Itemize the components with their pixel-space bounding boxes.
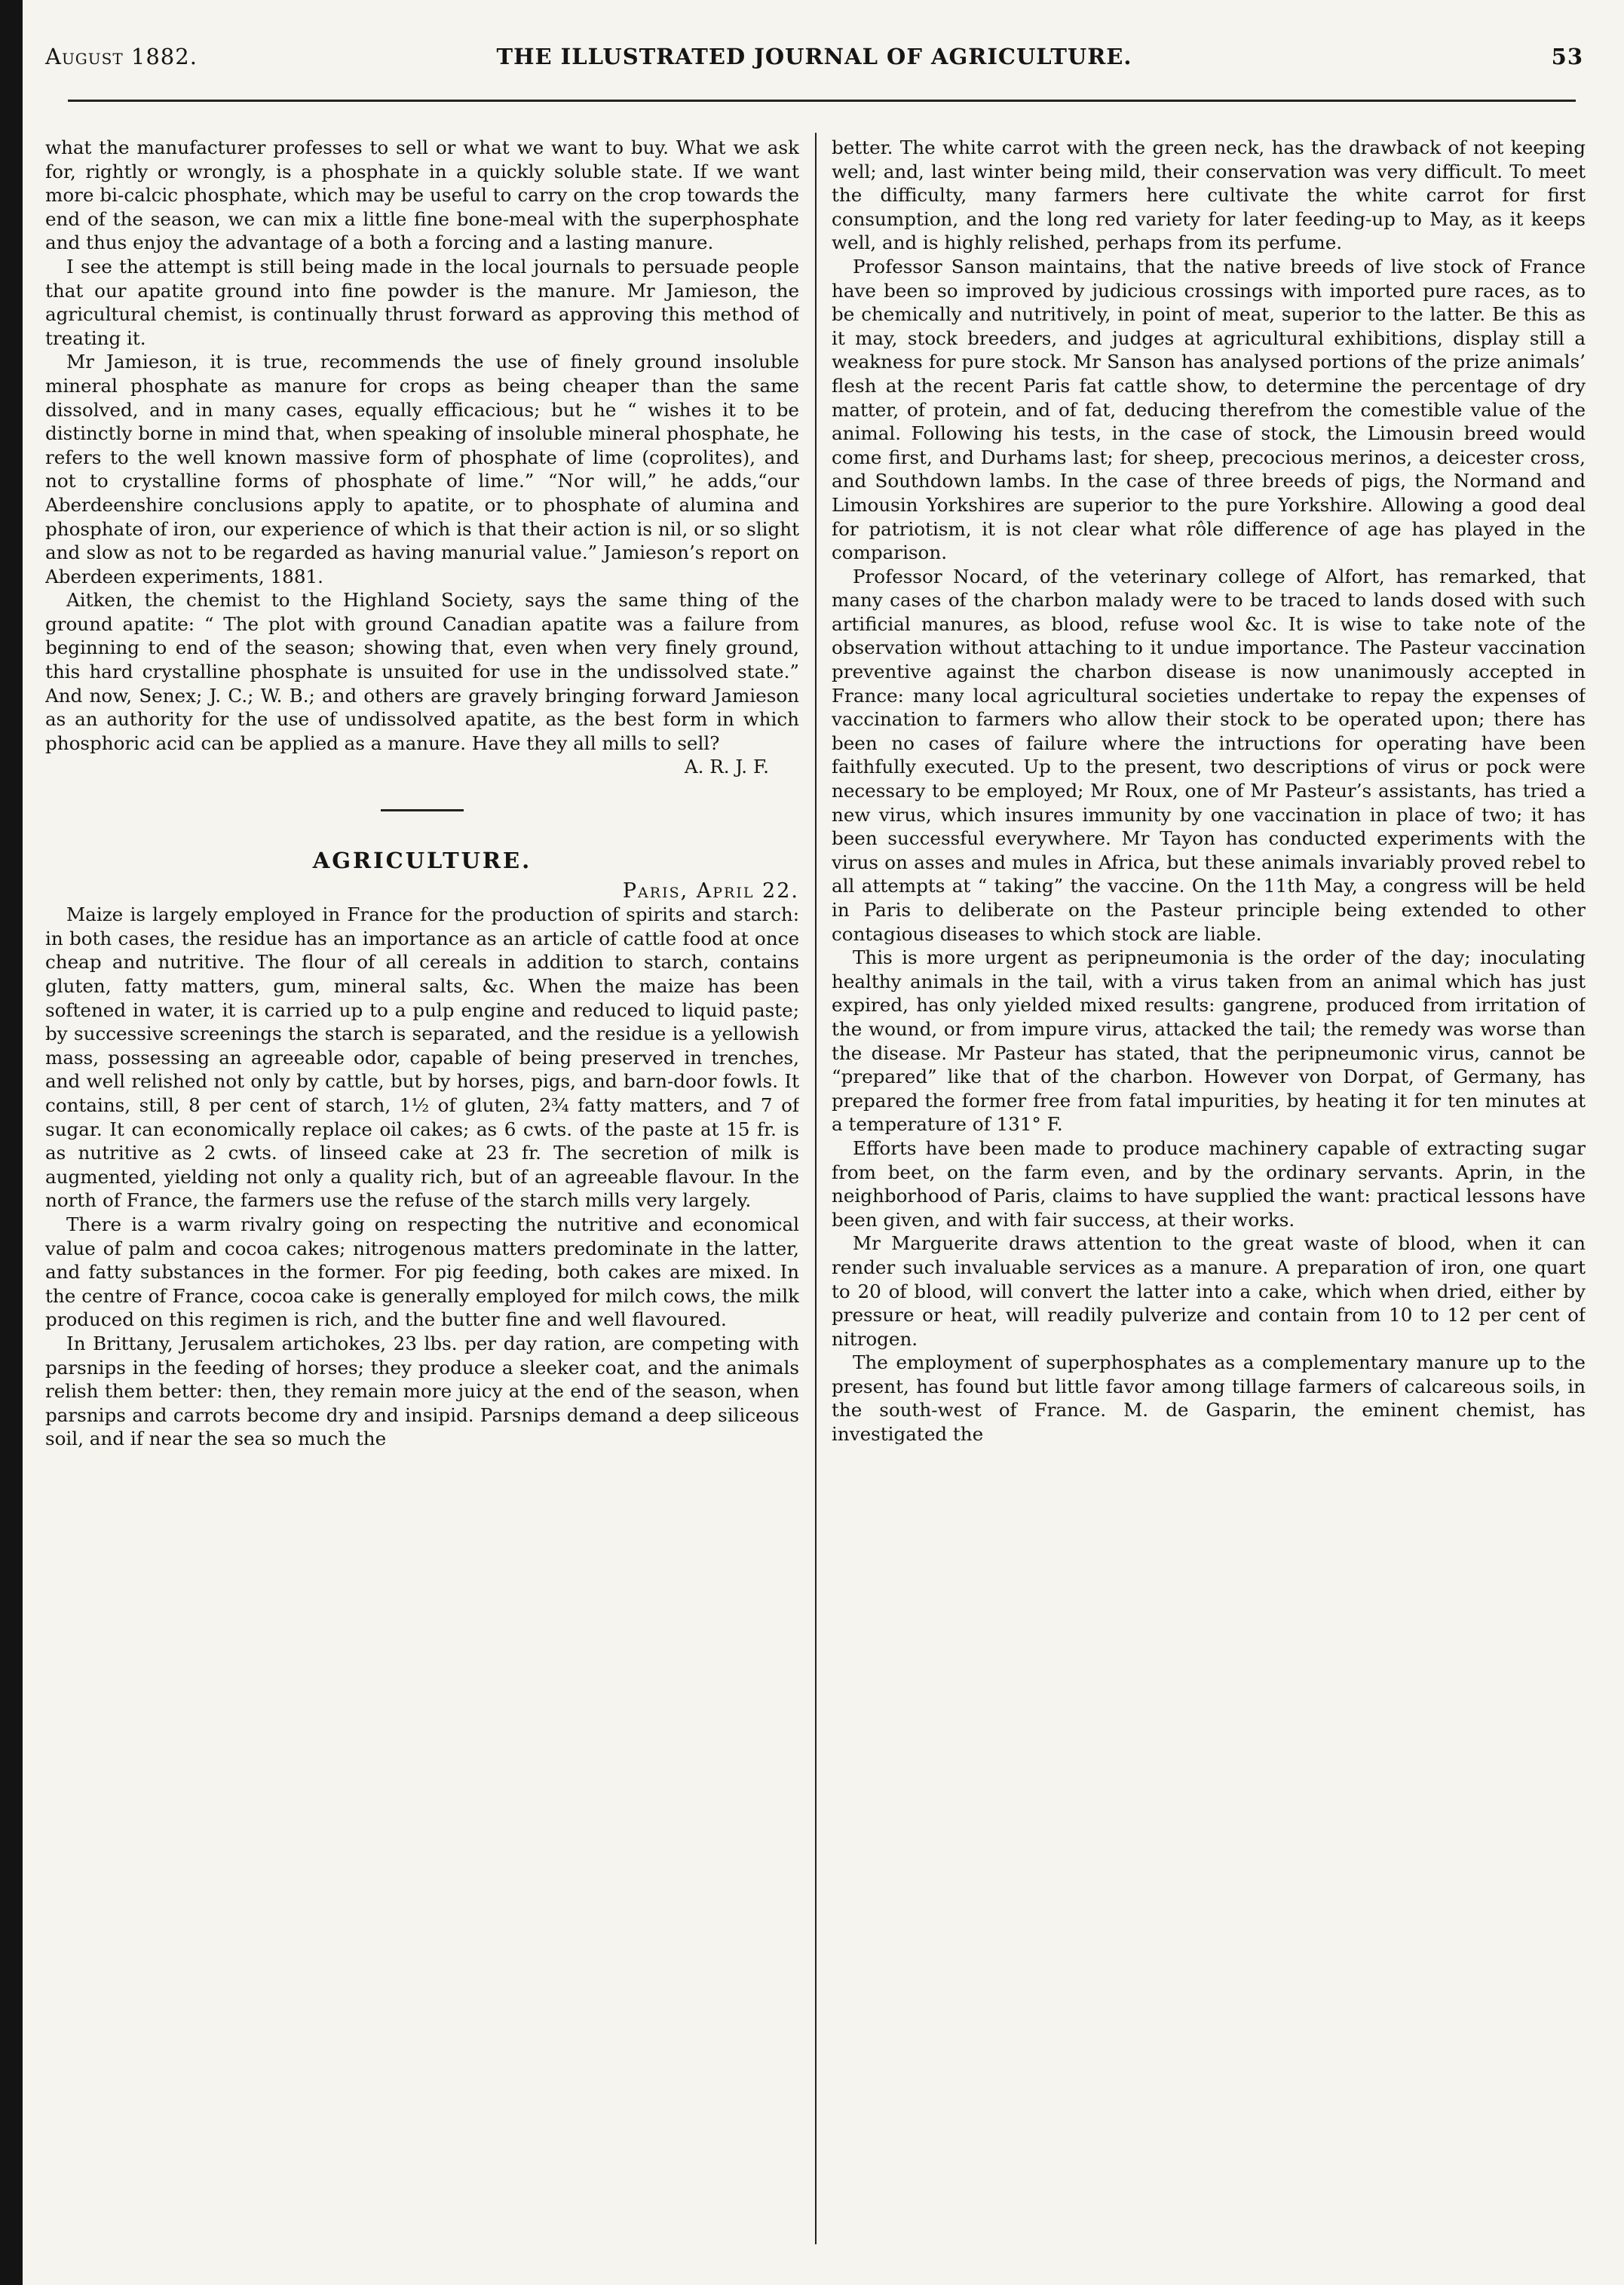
paragraph: Mr Marguerite draws attention to the great waste of blood, when it can render such invaluable services as a manure. A preparation of iron, one quart to 20 of blood, will convert the latter into a cake, which when dried, either by pressure or heat, will readily pulverize and contain from 10 to 12 per cent of nitrogen. [832,1232,1586,1350]
paragraph: Aitken, the chemist to the Highland Society, says the same thing of the ground apatite: “ The plot with ground Canadian apatite was a failure from beginning to end of the season; showing that, even when very finely ground, this hard crystalline phosphate is unsuited for use in the undissolved state.” And now, Senex; J. C.; W. B.; and others are gravely bringing forward Jamieson as an authority for the use of undissolved apatite, as the best form in which phosphoric acid can be applied as a manure. Have they all mills to sell? [45,589,799,754]
author-signature: A. R. J. F. [684,756,769,778]
paragraph: Professor Sanson maintains, that the native breeds of live stock of France have been so improved by judicious crossings with imported pure races, as to be chemically and nutritively, in point of meat, superior to the latter. Be this as it may, stock breeders, and judges at agricultural exhibitions, display still a weakness for pure stock. Mr Sanson has analysed portions of the prize animals’ flesh at the recent Paris fat cattle show, to determine the percentage of dry matter, of protein, and of fat, deducing therefrom the comestible value of the animal. Following his tests, in the case of stock, the Limousin breed would come first, and Durhams last; for sheep, precocious merinos, a deicester cross, and Southdown lambs. In the case of three breeds of pigs, the Normand and Limousin Yorkshires are superior to the pure Yorkshire. Allowing a good deal for patriotism, it is not clear what rôle difference of age has played in the comparison. [832,255,1586,564]
paragraph: Professor Nocard, of the veterinary college of Alfort, has remarked, that many cases of the charbon malady were to be traced to lands dosed with such artificial manures, as blood, refuse wool &c. It is wise to take note of the observation without attaching to it undue importance. The Pasteur vaccination preventive against the charbon disease is now unanimously accepted in France: many local agricultural societies undertake to repay the expenses of vaccination to farmers who allow their stock to be operated upon; there has been no cases of failure where the intructions for operating have been faithfully executed. Up to the present, two descriptions of virus or pock were necessary to be employed; Mr Roux, one of Mr Pasteur’s assistants, has tried a new virus, which insures immunity by one vaccination in place of two; it has been successful everywhere. Mr Tayon has conducted experiments with the virus on asses and mules in Africa, but these animals invariably proved rebel to all attempts at “ taking” the vaccine. On the 11th May, a congress will be held in Paris to deliberate on the Pasteur principle being extended to other contagious diseases to which stock are liable. [832,565,1586,945]
paragraph: This is more urgent as peripneumonia is the order of the day; inoculating healthy animals in the tail, with a virus taken from an animal which has just expired, has only yielded mixed results: gangrene, produced from irritation of the wound, or from impure virus, attacked the tail; the remedy was worse than the disease. Mr Pasteur has stated, that the peripneumonic virus, cannot be “prepared” like that of the charbon. However von Dorpat, of Germany, has prepared the former free from fatal impurities, by heating it for ten minutes at a temperature of 131° F. [832,946,1586,1136]
right-column [832,136,1586,2247]
header-rule [68,100,1576,102]
page-number: 53 [1551,44,1583,69]
running-header [45,44,1583,80]
page-edge-shadow [0,0,23,2285]
paragraph: Maize is largely employed in France for the production of spirits and starch: in both cases, the residue has an importance as an article of cattle food at once cheap and nutritive. The flour of all cereals in addition to starch, contains gluten, fatty matters, gum, mineral salts, &c. When the maize has been softened in water, it is carried up to a pulp engine and reduced to liquid paste; by successive screenings the starch is separated, and the residue is a yellowish mass, possessing an agreeable odor, capable of being preserved in trenches, and well relished not only by cattle, but by horses, pigs, and barn-door fowls. It contains, still, 8 per cent of starch, 1½ of gluten, 2¾ fatty matters, and 7 of sugar. It can economically replace oil cakes; as 6 cwts. of the paste at 15 fr. is as nutritive as 2 cwts. of linseed cake at 23 fr. The secretion of milk is augmented, yielding not only a quality rich, but of an agreeable flavour. In the north of France, the farmers use the refuse of the starch mills very largely. [45,903,799,1212]
paragraph: There is a warm rivalry going on respecting the nutritive and economical value of palm and cocoa cakes; nitrogenous matters predominate in the latter, and fatty substances in the former. For pig feeding, both cakes are mixed. In the centre of France, cocoa cake is generally employed for milch cows, the milk produced on this regimen is rich, and the butter fine and well flavoured. [45,1213,799,1331]
dateline: Paris, April 22. [622,879,799,903]
section-separator [381,809,464,811]
paragraph: what the manufacturer professes to sell or what we want to buy. What we ask for, rightly or wrongly, is a phosphate in a quickly soluble state. If we want more bi-calcic phosphate, which may be useful to carry on the crop towards the end of the season, we can mix a little fine bone-meal with the superphosphate and thus enjoy the advantage of a both a forcing and a lasting manure. [45,136,799,254]
paragraph: better. The white carrot with the green neck, has the drawback of not keeping well; and, last winter being mild, their conservation was very difficult. To meet the difficulty, many farmers here cultivate the white carrot for first consumption, and the long red variety for later feeding-up to May, as it keeps well, and is highly relished, perhaps from its perfume. [832,136,1586,254]
paragraph: Efforts have been made to produce machinery capable of extracting sugar from beet, on the farm even, and by the ordinary servants. Aprin, in the neighborhood of Paris, claims to have supplied the want: practical lessons have been given, and with fair success, at their works. [832,1136,1586,1231]
paragraph: In Brittany, Jerusalem artichokes, 23 lbs. per day ration, are competing with parsnips in the feeding of horses; they produce a sleeker coat, and the animals relish them better: then, they remain more juicy at the end of the season, when parsnips and carrots become dry and insipid. Parsnips demand a deep siliceous soil, and if near the sea so much the [45,1332,799,1450]
paragraph: The employment of superphosphates as a complementary manure up to the present, has found but little favor among tillage farmers of calcareous soils, in the south-west of France. M. de Gasparin, the eminent chemist, has investigated the [832,1351,1586,1446]
left-column [45,136,799,2247]
paragraph: I see the attempt is still being made in the local journals to persuade people that our apatite ground into fine powder is the manure. Mr Jamieson, the agricultural chemist, is continually thrust forward as approving this method of treating it. [45,255,799,349]
header-date: August 1882. [45,44,198,69]
paragraph: Mr Jamieson, it is true, recommends the use of finely ground insoluble mineral phosphate as manure for crops as being cheaper than the same dissolved, and in many cases, equally efficacious; but he “ wishes it to be distinctly borne in mind that, when speaking of insoluble mineral phosphate, he refers to the well known massive form of phosphate of lime (coprolites), and not to crystalline forms of phosphate of lime.” “Nor will,” he adds,“our Aberdeenshire conclusions apply to apatite, or to phosphate of alumina and phosphate of iron, our experience of which is that their action is nil, or so slight and slow as not to be regarded as having manurial value.” Jamieson’s report on Aberdeen experiments, 1881. [45,351,799,587]
journal-title: THE ILLUSTRATED JOURNAL OF AGRICULTURE. [496,44,1132,69]
section-heading: AGRICULTURE. [312,848,532,874]
column-divider [815,133,817,2244]
